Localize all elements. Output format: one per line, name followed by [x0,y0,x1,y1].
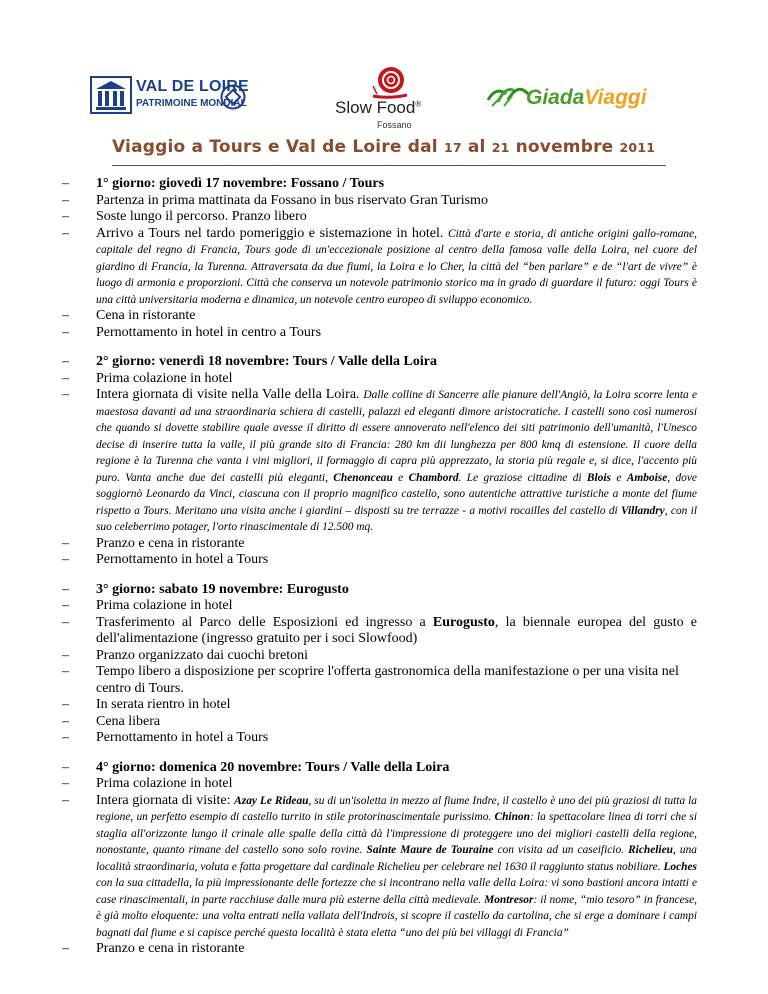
slow-food-logo [335,64,455,134]
list-item: – Pranzo e cena in ristorante [62,535,245,551]
list-item: – Cena in ristorante [62,308,196,323]
list-item: – Pernottamento in hotel a Tours [62,730,269,745]
slow-food-name: Slow Food® [335,98,422,117]
day-3 [62,582,697,747]
day-1 [62,176,697,341]
list-item: – Intera giornata di visite: Azay Le Rideau, su di un'isoletta in mezzo al fiume Indre, il castello è uno dei più graziosi di tutta la regione, un perfetto esempio di castello turrito in stile protorinascimentale purissimo. Chinon: la spettacolare linea di torri che si staglia all'orizzonte lungo il crinale alle spalle della città dà l'impressione di proteggere uno dei migliori castelli della regione, nonostante, quanto rimane del castello sono solo rovine. Sainte Maure de Touraine con visita ad un caseificio. Richelieu, una località straordinaria, voluta e fatta progettare dal cardinale Richelieu per celebrare nel 1630 il raggiunto status nobiliare. Loches con la sua cittadella, la più impressionante delle fortezze che si incontrano nella valle della Loira: vi sono bastioni ancora intatti e case rinascimentali, in parte racchiuse dalle mura più esterne della città medievale. Montresor: il nome, “mio tesoro” in francese, è già molto eloquente: una volta entrati nella vallata dell'Indrois, si scopre il castello da cartolina, che si erge a dominare i campi bagnati dal fiume e si capisce perché questa località è stata eletta “uno dei più bei villaggi di Francia” [62,792,698,939]
list-item: – Trasferimento al Parco delle Esposizioni ed ingresso a Eurogusto, la biennale europea del gusto e dell'alimentazione (ingresso gratuito per i soci Slowfood) [62,614,697,646]
list-item: – Tempo libero a disposizione per scoprire l'offerta gastronomica della manifestazione o per una visita nel centro di Tours. [62,664,679,696]
day-4 [62,760,697,958]
list-item: – Cena libera [62,713,161,729]
list-item: – Prima colazione in hotel [62,598,233,613]
logo-bar [0,64,768,134]
day-heading: – 1° giorno: giovedì 17 novembre: Fossano / Tours [62,176,385,191]
unesco-temple-icon [90,76,132,114]
tours-description: Città d'arte e storia, di antiche origini gallo-romane, capitale del regno di Francia, Tours gode di un'eccezionale posizione al centro della famosa valle della Loira, nel cuore del giardino di Francia, la Turenna. Attraversata da due fiumi, la Loira e lo Cher, la città del “ben parlare” e de “l'art de vivre” è luogo di armonia e proporzioni. Città che conserva un notevole patrimonio storico ma in grado di guardare il futuro: oggi Tours è una città universitaria moderna e dinamica, un notevole centro europeo di sviluppo economico. [96,227,698,306]
day-heading: – 4° giorno: domenica 20 novembre: Tours / Valle della Loira [62,759,450,775]
world-heritage-emblem-icon [220,84,246,110]
list-item: – Prima colazione in hotel [62,776,233,791]
loire-valley-description: Dalle colline di Sancerre alle pianure dell'Angiò, la Loira scorre lenta e maestosa davanti ad una straordinaria schiera di castelli, palazzi ed eleganti dimore aristocratiche. I castelli sono così numerosi che quando si dovette stabilire quale avesse il diritto di essere annoverato nell'elenco dei siti patrimonio dell'umanità, l'Unesco decise di inserire tutta la valle, il più grande sito di Francia: 280 km dii lunghezza per 800 kmq di estensione. Il cuore della regione è la Turenna che vanta i vini migliori, il formaggio di capra più apprezzato, la storia più regale e, si dice, l'accento più puro. Vanta anche due dei castelli più eleganti, Chenonceau e Chambord. Le graziose cittadine di Blois e Amboise, dove soggiornò Leonardo da Vinci, ciascuna con il proprio magnifico castello, sono autentiche attrattive turistiche a monte del fiume rispetto a Tours. Meritano una visita anche i giardini – disposti su tre terrazze - a motivi rocailles del castello di Villandry, con il suo celeberrimo potager, l'orto rinascimentale di 12.500 mq. [96,389,697,533]
giada-viaggi-logo [486,80,666,120]
val-de-loire-text: VAL DE LOIRE [136,78,249,95]
list-item: – Arrivo a Tours nel tardo pomeriggio e sistemazione in hotel. Città d'arte e storia, di antiche origini gallo-romane, capitale del regno di Francia, Tours gode di un'eccezionale posizione al centro della famosa valle della Loira, nel cuore del giardino di Francia, la Turenna. Attraversata da due fiumi, la Loira e lo Cher, la città del “ben parlare” e de “l'art de vivre” è luogo di armonia e proporzioni. Città che conserva un notevole patrimonio storico ma in grado di guardare il futuro: oggi Tours è una città universitaria moderna e dinamica, un notevole centro europeo di sviluppo economico. [62,225,698,306]
list-item: – Prima colazione in hotel [62,370,233,386]
list-item: – Pranzo e cena in ristorante [62,941,245,956]
palm-leaves-icon [486,80,530,110]
itinerary [62,176,697,971]
snail-icon [369,64,411,102]
val-de-loire-logo [90,74,249,118]
list-item: – Intera giornata di visite nella Valle della Loira. Dalle colline di Sancerre alle pianure dell'Angiò, la Loira scorre lenta e maestosa davanti ad una straordinaria schiera di castelli, palazzi ed eleganti dimore aristocratiche. I castelli sono così numerosi che quando si dovette stabilire quale avesse il diritto di essere annoverato nell'elenco dei siti patrimonio dell'umanità, l'Unesco decise di inserire tutta la valle, il più grande sito di Francia: 280 km dii lunghezza per 800 kmq di estensione. Il cuore della regione è la Turenna che vanta i vini migliori, il formaggio di capra più apprezzato, la storia più regale e, si dice, l'accento più puro. Vanta anche due dei castelli più eleganti, Chenonceau e Chambord. Le graziose cittadine di Blois e Amboise, dove soggiornò Leonardo da Vinci, ciascuna con il proprio magnifico castello, sono autentiche attrattive turistiche a monte del fiume rispetto a Tours. Meritano una visita anche i giardini – disposti su tre terrazze - a motivi rocailles del castello di Villandry, con il suo celeberrimo potager, l'orto rinascimentale di 12.500 mq. [62,387,697,533]
patrimoine-mondial-text: PATRIMOINE MONDIAL [136,98,247,109]
day-heading: – 2° giorno: venerdì 18 novembre: Tours / Valle della Loira [62,354,437,369]
giada-viaggi-name: GiadaViaggi [526,86,647,109]
day-2 [62,354,697,569]
slow-food-city: Fossano [377,120,412,130]
list-item: – Partenza in prima mattinata da Fossano in bus riservato Gran Turismo [62,192,488,208]
list-item: – Pernottamento in hotel a Tours [62,552,269,567]
list-item: – Pranzo organizzato dai cuochi bretoni [62,647,308,663]
list-item: – In serata rientro in hotel [62,697,231,712]
list-item: – Soste lungo il percorso. Pranzo libero [62,209,307,224]
list-item: – Pernottamento in hotel in centro a Tours [62,324,322,340]
castles-description: Azay Le Rideau, su di un'isoletta in mezzo al fiume Indre, il castello è uno dei più graziosi di tutta la regione, un perfetto esempio di castello turrito in stile protorinascimentale purissimo. Chinon: la spettacolare linea di torri che si staglia all'orizzonte lungo il crinale alle spalle della città dà l'impressione di proteggere uno dei migliori castelli della regione, nonostante, quanto rimane del castello sono solo rovine. Sainte Maure de Touraine con visita ad un caseificio. Richelieu, una località straordinaria, voluta e fatta progettare dal cardinale Richelieu per celebrare nel 1630 il raggiunto status nobiliare. Loches con la sua cittadella, la più impressionante delle fortezze che si incontrano nella valle della Loira: vi sono bastioni ancora intatti e case rinascimentali, in parte racchiuse dalle mura più esterne della città medievale. Montresor: il nome, “mio tesoro” in francese, è già molto eloquente: una volta entrati nella vallata dell'Indrois, si scopre il castello da cartolina, che si erge a dominare i campi bagnati dal fiume e si capisce perché questa località è stata eletta “uno dei più bei villaggi di Francia” [96,794,698,939]
page-title: Viaggio a Tours e Val de Loire dal 17 al 21 novembre 2011 [112,137,656,157]
day-heading: – 3° giorno: sabato 19 novembre: Eurogusto [62,581,349,597]
title-divider [112,165,666,166]
